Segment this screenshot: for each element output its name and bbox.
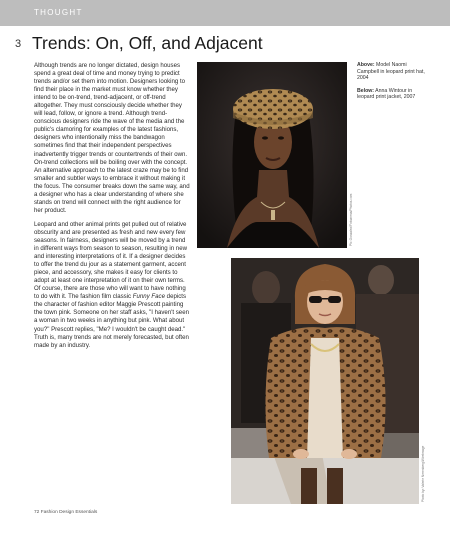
caption-below <box>357 88 429 101</box>
photo-credit-bottom: Photo by: Valerie Nerenberg/WireImage <box>421 445 425 502</box>
model-illustration <box>197 62 347 248</box>
body-text: depicts the character of fashion editor Maggie Prescott painting the town pink. Someone on her staff asks, "I haven't seen a woman in two weeks in anything but pink. What about you?" Prescott replies, "Me? I wouldn't be caught dead." Truth is, many trends are not merely forecasted, but often made by an industry. <box>34 293 189 349</box>
photo-wintour-leopard-jacket <box>231 258 419 504</box>
section-label: THOUGHT <box>34 8 83 17</box>
caption-below-text: Anna Wintour in leopard print jacket, 2007 <box>357 87 416 101</box>
caption-below-label: Below: <box>357 87 375 94</box>
caption-above <box>357 62 429 82</box>
wintour-illustration <box>231 258 419 504</box>
page-title: Trends: On, Off, and Adjacent <box>32 33 263 53</box>
section-header-bar <box>0 0 450 26</box>
film-title: Funny Face <box>132 293 165 301</box>
body-text: Leopard and other animal prints get pulled out of relative obscurity and are presented as fresh and new every few seasons. In fairness, designers will be moved by a trend in different ways from season to season, resulting in new and interesting interpretations of it. If a designer decides to offer the trend du jour as a statement garment, accent piece, and accessory, she makes it easy for clients to adopt at least one interpretation of it on their own terms. Of course, there are those who will want to have nothing to do with it. The fashion film classic <box>34 220 187 301</box>
page-number: 72 <box>34 510 40 515</box>
book-title: Fashion Design Essentials <box>40 510 98 515</box>
body-paragraph: Although trends are no longer dictated, design houses spend a great deal of time and money trying to predict trends and/or set them into motion. Designers looking to find their place in the market must know whether they intend to be on-trend, trend-adjacent, or off-trend altogether. They must consciously decide whether they will lead, follow, or ignore a trend. Although trend-conscious designers ride the wave of the media and the public's clamoring for examples of the latest fashions, designers who intentionally miss the bandwagon sometimes find that their independent perspectives inadvertently trigger trends or countertrends of their own. On-trend collections will be boiling over with the concept. An alternative approach to the latest craze may be to find smaller and subtler ways to embrace it without making it the focus. The consumer breaks down the same way, and a designer who has a clear understanding of where she stands on trend will connect with the right audience for her product. <box>34 62 190 214</box>
page-footer <box>34 510 97 515</box>
captions <box>357 62 429 107</box>
caption-above-text: Model Naomi Campbell in leopard print hat, 2004 <box>357 62 425 82</box>
photo-model-leopard-hat <box>197 62 347 248</box>
caption-above-label: Above: <box>357 62 375 68</box>
photo-credit-top: Ph: Gonzalez/Fotoarena/Photos.com <box>349 193 353 246</box>
chapter-number: 3 <box>15 38 22 50</box>
body-text-column <box>34 62 190 356</box>
body-paragraph <box>34 221 190 350</box>
